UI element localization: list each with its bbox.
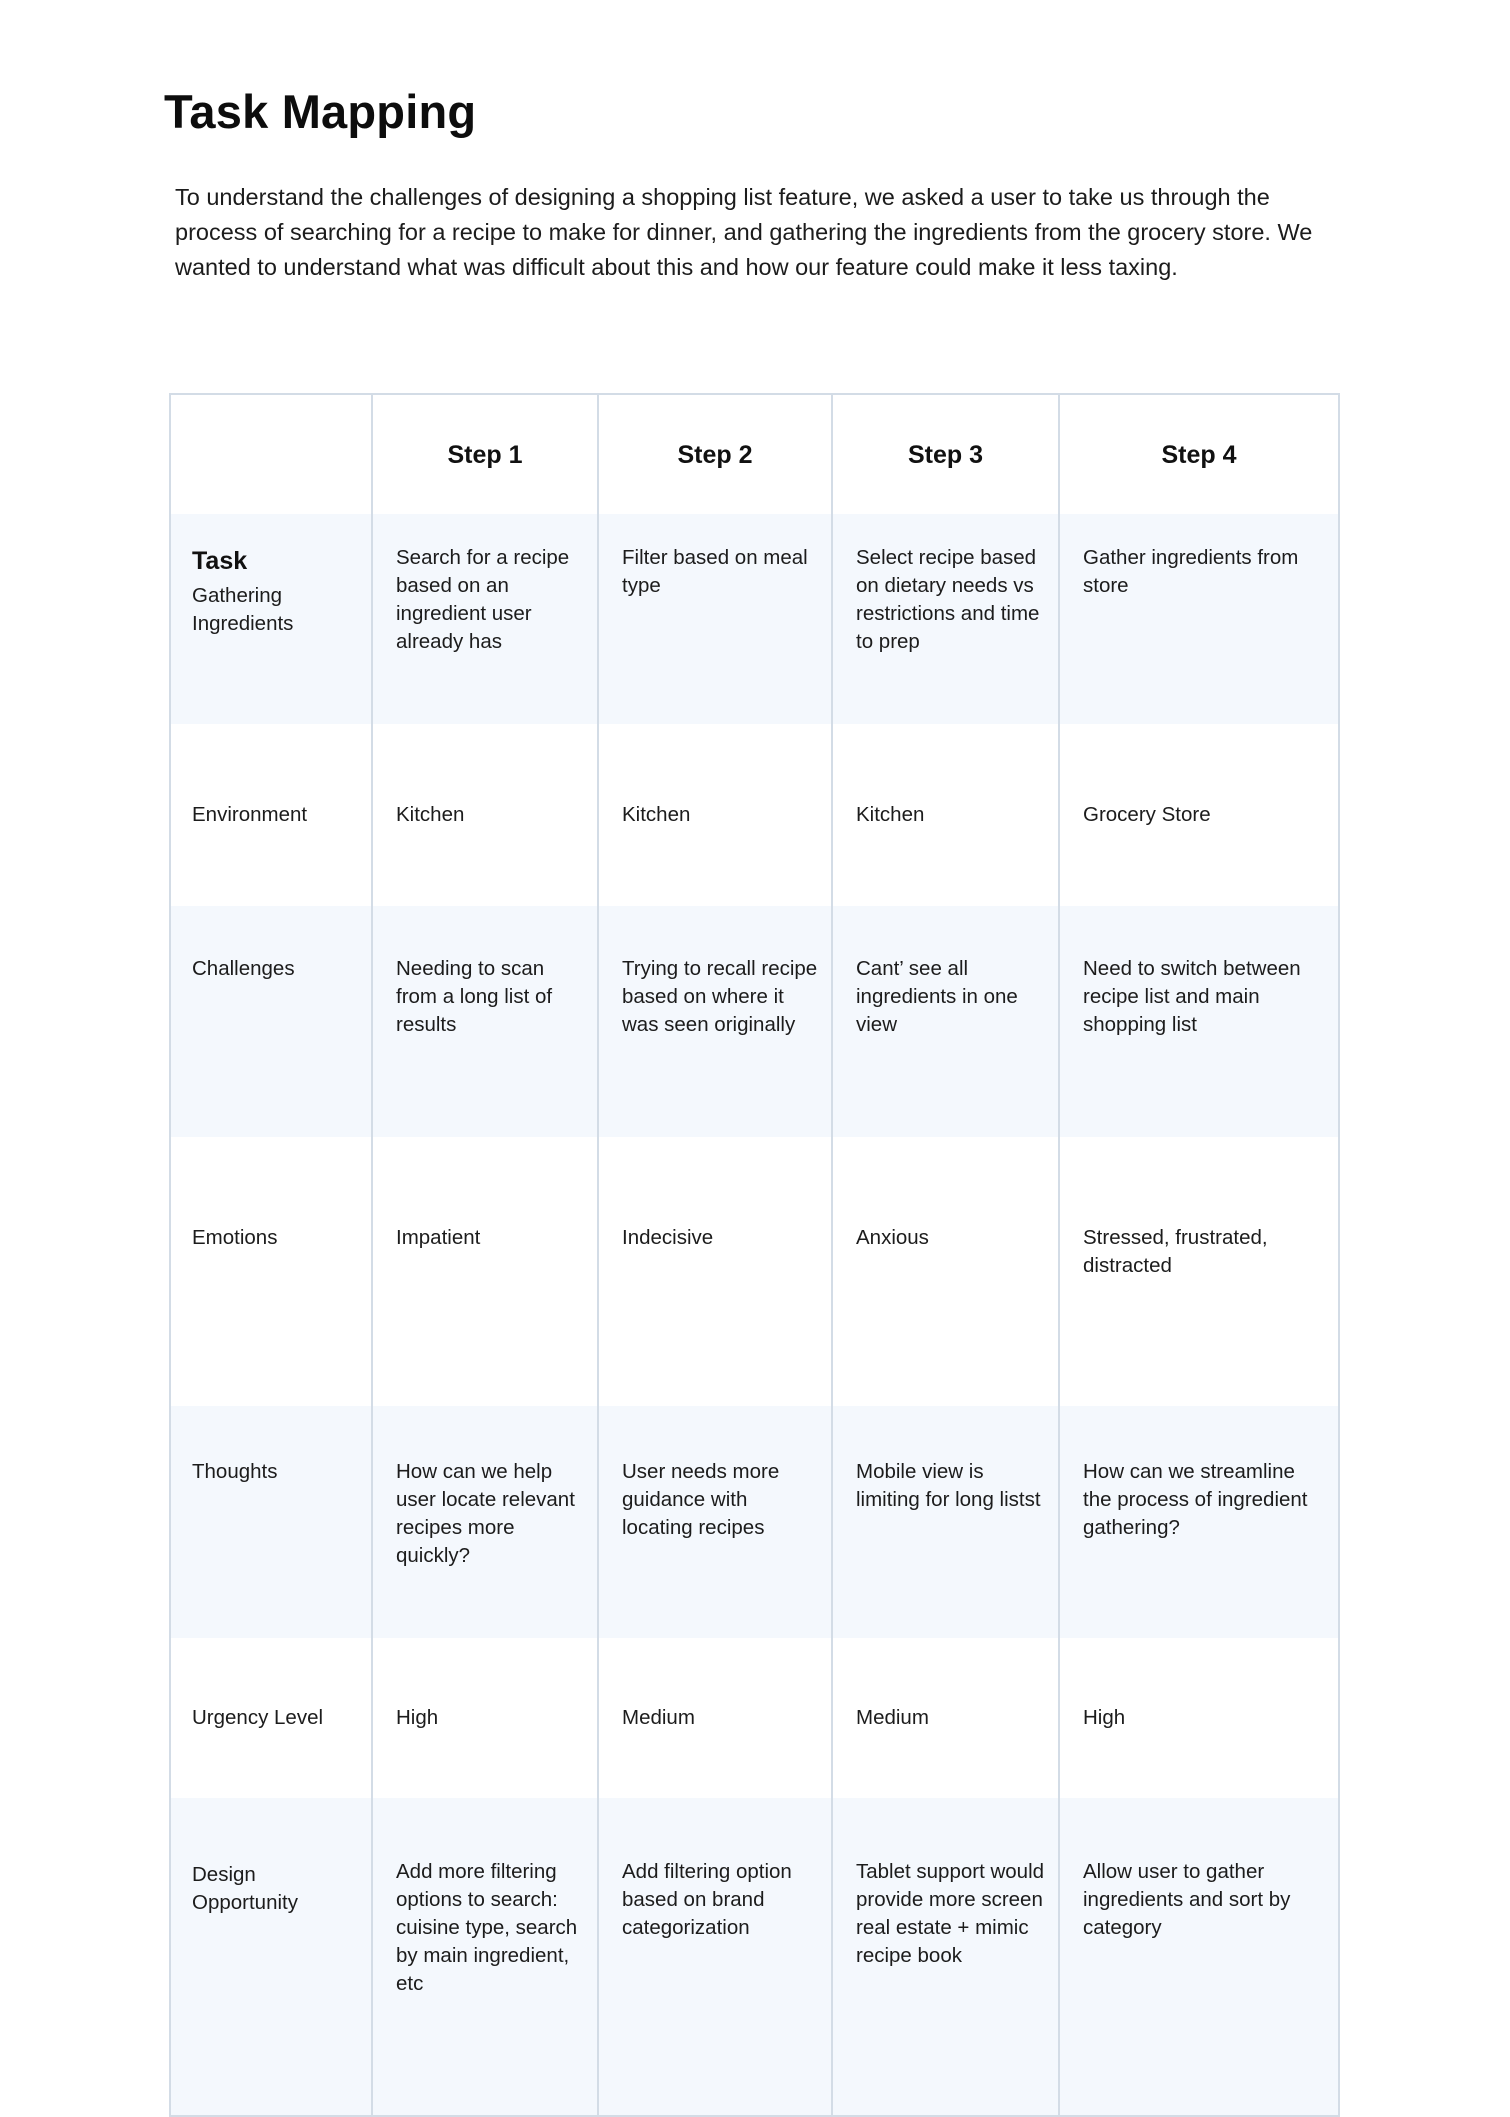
- table-row-urgency-level: [170, 1638, 1339, 1798]
- table-row-challenges: [170, 906, 1339, 1137]
- table-cell: [598, 1638, 832, 1798]
- table-row-thoughts: [170, 1406, 1339, 1638]
- header-step-4: Step 4: [1059, 394, 1339, 514]
- cell-text: High: [1083, 1706, 1126, 1729]
- cell-text: Gather ingredients from store: [1083, 546, 1299, 597]
- cell-text: Needing to scan from a long list of results: [396, 957, 553, 1036]
- table-cell: [372, 514, 598, 724]
- table-cell: [1059, 1406, 1339, 1638]
- table-cell: [832, 1137, 1059, 1406]
- table-cell: [832, 906, 1059, 1137]
- row-label-heading: Task: [192, 547, 248, 575]
- row-label-emotions: [170, 1137, 372, 1406]
- cell-text: Cant’ see all ingredients in one view: [856, 957, 1018, 1036]
- row-label-text: Environment: [192, 803, 308, 826]
- cell-text: Add more filtering options to search: cuisine type, search by main ingredient, etc: [396, 1860, 578, 1995]
- row-label-challenges: [170, 906, 372, 1137]
- row-label-sublabel: Gathering Ingredients: [192, 584, 294, 635]
- cell-text: How can we streamline the process of ingredient gathering?: [1083, 1460, 1308, 1539]
- table-row-environment: [170, 724, 1339, 906]
- cell-text: Kitchen: [622, 803, 691, 826]
- table-cell: [372, 1406, 598, 1638]
- cell-text: Filter based on meal type: [622, 546, 808, 597]
- cell-text: Kitchen: [396, 803, 465, 826]
- header-corner-cell: [170, 394, 372, 514]
- cell-text: Kitchen: [856, 803, 925, 826]
- table-cell: [598, 1798, 832, 2116]
- table-cell: [372, 1638, 598, 1798]
- cell-text: High: [396, 1706, 439, 1729]
- row-label-text: Thoughts: [192, 1460, 278, 1483]
- table-cell: [372, 906, 598, 1137]
- table-cell: [598, 906, 832, 1137]
- cell-text: Medium: [622, 1706, 695, 1729]
- header-step-2: Step 2: [598, 394, 832, 514]
- table-cell: [832, 1406, 1059, 1638]
- cell-text: Select recipe based on dietary needs vs restrictions and time to prep: [856, 546, 1040, 653]
- cell-text: Medium: [856, 1706, 929, 1729]
- table-cell: [598, 724, 832, 906]
- table-cell: [1059, 1137, 1339, 1406]
- cell-text: Impatient: [396, 1226, 481, 1249]
- row-label-text: Urgency Level: [192, 1706, 324, 1729]
- cell-text: Stressed, frustrated, distracted: [1083, 1226, 1268, 1277]
- row-label-task: [170, 514, 372, 724]
- table-cell: [1059, 1638, 1339, 1798]
- table-row-task: [170, 514, 1339, 724]
- header-step-1: Step 1: [372, 394, 598, 514]
- row-label-text: Challenges: [192, 957, 295, 980]
- table-cell: [598, 514, 832, 724]
- intro-paragraph: To understand the challenges of designing a shopping list feature, we asked a user to take us through the process of searching for a recipe to make for dinner, and gathering the ingredients from the grocery store. We wanted to understand what was difficult about this and how our feature could make it less taxing.: [175, 184, 1313, 280]
- row-label-text: Design Opportunity: [192, 1863, 298, 1914]
- table-cell: [1059, 514, 1339, 724]
- task-mapping-table: [169, 393, 1340, 2117]
- cell-text: Tablet support would provide more screen real estate + mimic recipe book: [856, 1860, 1045, 1967]
- row-label-thoughts: [170, 1406, 372, 1638]
- cell-text: Search for a recipe based on an ingredient user already has: [396, 546, 570, 653]
- cell-text: Need to switch between recipe list and main shopping list: [1083, 957, 1301, 1036]
- table-row-design-opportunity: [170, 1798, 1339, 2116]
- cell-text: Mobile view is limiting for long listst: [856, 1460, 1041, 1511]
- table-cell: [832, 724, 1059, 906]
- table-cell: [598, 1406, 832, 1638]
- cell-text: User needs more guidance with locating recipes: [622, 1460, 780, 1539]
- table-cell: [372, 1798, 598, 2116]
- table-cell: [1059, 1798, 1339, 2116]
- page-title: Task Mapping: [164, 85, 477, 138]
- cell-text: How can we help user locate relevant recipes more quickly?: [396, 1460, 575, 1567]
- header-step-3: Step 3: [832, 394, 1059, 514]
- table-cell: [832, 1798, 1059, 2116]
- cell-text: Trying to recall recipe based on where it was seen originally: [622, 957, 818, 1036]
- table-cell: [598, 1137, 832, 1406]
- table-cell: [832, 514, 1059, 724]
- table-cell: [1059, 724, 1339, 906]
- table-cell: [832, 1638, 1059, 1798]
- table-cell: [372, 1137, 598, 1406]
- row-label-environment: [170, 724, 372, 906]
- cell-text: Add filtering option based on brand categorization: [622, 1860, 792, 1939]
- table-row-emotions: [170, 1137, 1339, 1406]
- cell-text: Allow user to gather ingredients and sort by category: [1083, 1860, 1291, 1939]
- row-label-text: Emotions: [192, 1226, 278, 1249]
- table-cell: [372, 724, 598, 906]
- row-label-urgency-level: [170, 1638, 372, 1798]
- cell-text: Grocery Store: [1083, 803, 1211, 826]
- row-label-design-opportunity: [170, 1798, 372, 2116]
- cell-text: Indecisive: [622, 1226, 714, 1249]
- cell-text: Anxious: [856, 1226, 929, 1249]
- table-header-row: [170, 394, 1339, 514]
- table-cell: [1059, 906, 1339, 1137]
